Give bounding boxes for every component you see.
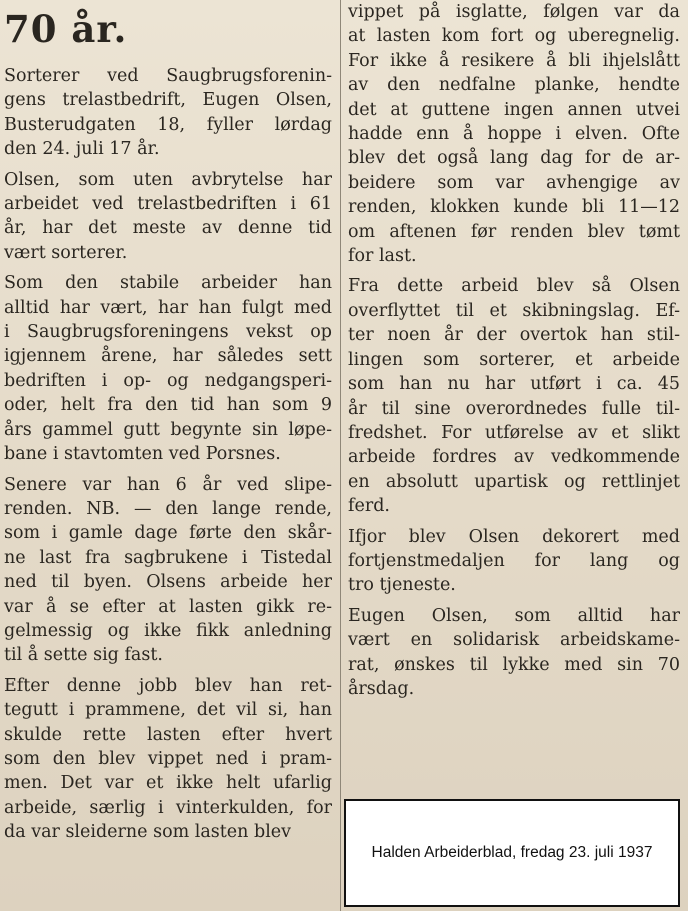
text-line: en absolutt upartisk og rettlinjet bbox=[348, 471, 680, 492]
source-caption bbox=[344, 799, 680, 907]
text-line: Ifjor blev Olsen dekorert med bbox=[348, 526, 680, 547]
text-line: overflyttet til et skibningslag. Ef- bbox=[348, 300, 680, 321]
text-line: bane i stavtomten ved Porsnes. bbox=[4, 444, 281, 465]
text-line: om aftenen før renden blev tømt bbox=[348, 221, 680, 242]
paragraph bbox=[4, 271, 332, 466]
text-line: hadde enn å hoppe i elven. Ofte bbox=[348, 124, 680, 145]
text-line: ferd. bbox=[348, 496, 390, 517]
text-line: som den blev vippet ned i pram- bbox=[4, 748, 332, 769]
text-line: som han nu har utført i ca. 45 bbox=[348, 374, 680, 395]
text-line: igjennem årene, har således sett bbox=[4, 346, 332, 367]
left-column-body bbox=[4, 64, 332, 845]
text-line: til å sette sig fast. bbox=[4, 645, 163, 666]
text-line: den 24. juli 17 år. bbox=[4, 139, 160, 160]
source-caption-text: Halden Arbeiderblad, fredag 23. juli 1937 bbox=[371, 844, 653, 861]
text-line: renden. NB. — den lange rende, bbox=[4, 498, 332, 519]
text-line: tro tjeneste. bbox=[348, 575, 456, 596]
text-line: arbeide fordres av vedkommende bbox=[348, 447, 680, 468]
text-line: skulde rette lasten efter hvert bbox=[4, 724, 332, 745]
text-line: år til sine overordnedes fulle til- bbox=[348, 398, 680, 419]
text-line: beidere som var avhengige av bbox=[348, 172, 680, 193]
text-line: Som den stabile arbeider han bbox=[4, 273, 332, 294]
text-line: at lasten kom fort og uberegnelig. bbox=[348, 26, 680, 47]
paragraph bbox=[348, 274, 680, 518]
text-line: men. Det var et ikke helt ufarlig bbox=[4, 773, 332, 794]
text-line: gens trelastbedrift, Eugen Olsen, bbox=[4, 90, 332, 111]
text-line: i Saugbrugsforeningens vekst op bbox=[4, 322, 332, 343]
paragraph bbox=[348, 604, 680, 702]
text-line: ned til byen. Olsens arbeide her bbox=[4, 572, 332, 593]
text-line: blev det også lang dag for de ar- bbox=[348, 148, 680, 169]
left-column bbox=[4, 0, 332, 851]
paragraph bbox=[348, 0, 680, 268]
text-line: bedriften i op- og nedgangsperi- bbox=[4, 370, 332, 391]
text-line: var å se efter at lasten gikk re- bbox=[4, 596, 332, 617]
text-line: lingen som sorterer, et arbeide bbox=[348, 349, 680, 370]
text-line: da var sleiderne som lasten blev bbox=[4, 822, 292, 843]
right-column bbox=[348, 0, 680, 707]
paragraph bbox=[4, 168, 332, 266]
text-line: renden, klokken kunde bli 11—12 bbox=[348, 197, 680, 218]
text-line: Fra dette arbeid blev så Olsen bbox=[348, 276, 680, 297]
paragraph bbox=[4, 64, 332, 162]
text-line: ter noen år der overtok han stil- bbox=[348, 325, 680, 346]
text-line: Busterudgaten 18, fyller lørdag bbox=[4, 114, 332, 135]
text-line: Eugen Olsen, som alltid har bbox=[348, 605, 680, 626]
text-line: Olsen, som uten avbrytelse har bbox=[4, 169, 332, 190]
text-line: Efter denne jobb blev han ret- bbox=[4, 675, 332, 696]
text-line: Senere var han 6 år ved slipe- bbox=[4, 474, 332, 495]
text-line: ne last fra sagbrukene i Tistedal bbox=[4, 547, 332, 568]
text-line: vært en solidarisk arbeidskame- bbox=[348, 630, 680, 651]
text-line: for last. bbox=[348, 246, 417, 267]
text-line: oder, helt fra den tid han som 9 bbox=[4, 395, 332, 416]
text-line: vært sorterer. bbox=[4, 242, 128, 263]
text-line: alltid har vært, har han fulgt med bbox=[4, 297, 332, 318]
paragraph bbox=[4, 473, 332, 668]
text-line: som i gamle dage førte den skår- bbox=[4, 523, 332, 544]
column-divider bbox=[340, 0, 341, 911]
text-line: årsdag. bbox=[348, 678, 415, 699]
paragraph bbox=[4, 674, 332, 845]
text-line: rat, ønskes til lykke med sin 70 bbox=[348, 654, 680, 675]
text-line: av den nedfalne planke, hendte bbox=[348, 75, 680, 96]
text-line: arbeidet ved trelastbedriften i 61 bbox=[4, 194, 332, 215]
headline: 70 år. bbox=[4, 7, 128, 51]
text-line: års gammel gutt begynte sin løpe- bbox=[4, 419, 332, 440]
text-line: fortjenstmedaljen for lang og bbox=[348, 550, 680, 571]
text-line: fredshet. For utførelse av et slikt bbox=[348, 422, 680, 443]
text-line: Sorterer ved Saugbrugsforenin- bbox=[4, 66, 332, 86]
text-line: tegutt i prammene, det vil si, han bbox=[4, 700, 332, 721]
text-line: gelmessig og ikke fikk anledning bbox=[4, 620, 332, 641]
right-column-body bbox=[348, 0, 680, 701]
text-line: det at guttene ingen annen utvei bbox=[348, 99, 680, 120]
paragraph bbox=[348, 525, 680, 598]
text-line: vippet på isglatte, følgen var da bbox=[348, 2, 680, 22]
text-line: For ikke å resikere å bli ihjelslått bbox=[348, 50, 680, 71]
text-line: arbeide, særlig i vinterkulden, for bbox=[4, 797, 332, 818]
text-line: år, har det meste av denne tid bbox=[4, 218, 332, 239]
